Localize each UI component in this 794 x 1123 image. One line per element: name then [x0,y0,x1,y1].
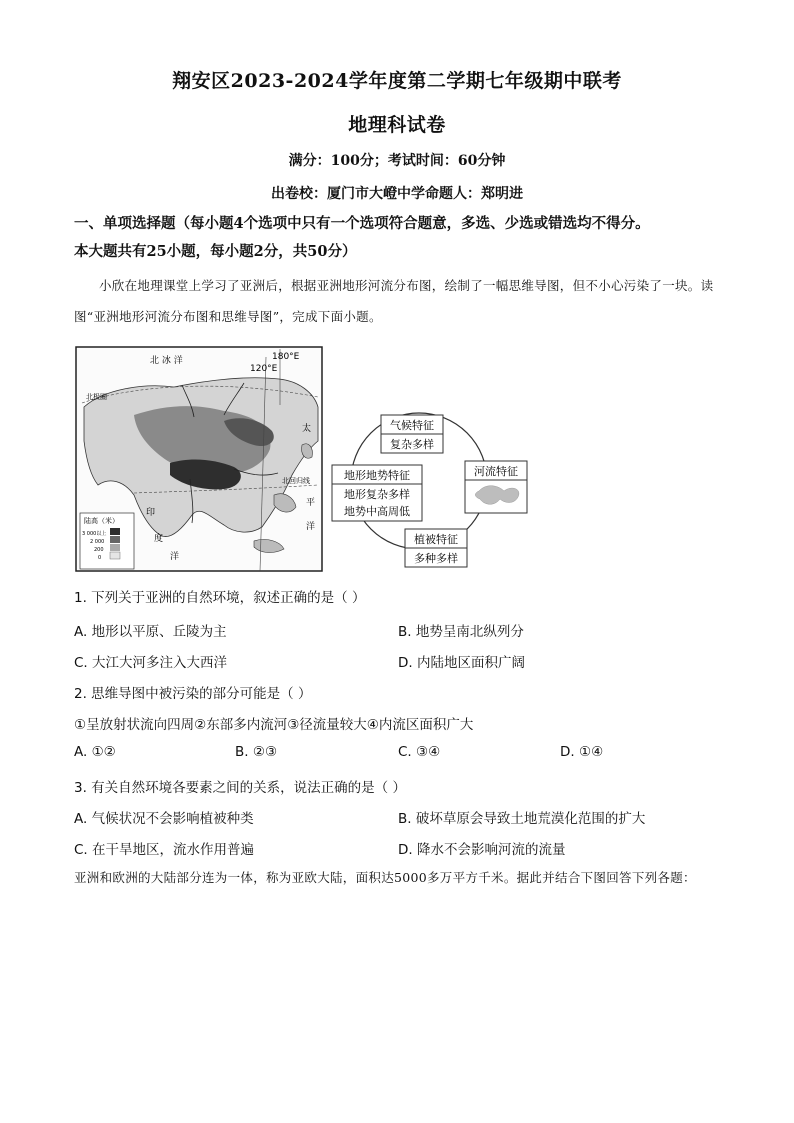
legend-0: 0 [98,555,102,561]
section-line-2: 本大题共有25小题，每小题2分，共50分） [74,243,357,260]
q2-option-b[interactable]: B. ②③ [235,744,278,760]
q1-option-d[interactable]: D. 内陆地区面积广阔 [398,655,525,671]
q1-option-a[interactable]: A. 地形以平原、丘陵为主 [74,624,227,640]
river-title: 河流特征 [474,465,518,478]
closing-paragraph: 亚洲和欧洲的大陆部分连为一体，称为亚欧大陆，面积达5000多万平方千米。据此并结合下图回答下列各题： [74,870,696,885]
question-2-statements: ①呈放射状流向四周②东部多内流河③径流量较大④内流区面积广大 [74,717,474,733]
exam-subject: 地理科试卷 [348,114,446,136]
map-legend [80,513,134,569]
label-180: 180°E [272,352,300,362]
q3-option-c[interactable]: C. 在干旱地区，流水作用普遍 [74,842,255,858]
q1-option-c[interactable]: C. 大江大河多注入大西洋 [74,655,228,671]
exam-title: 翔安区2023-2024学年度第二学期七年级期中联考 [172,70,622,92]
label-120: 120°E [250,364,278,374]
intro-paragraph: 小欣在地理课堂上学习了亚洲后，根据亚洲地形河流分布图，绘制了一幅思维导图，但不小心污染了一块。读图“亚洲地形河流分布图和思维导图”，完成下面小题。 [74,278,714,324]
climate-title: 气候特征 [390,419,434,432]
q1-option-b[interactable]: B. 地势呈南北纵列分 [398,624,524,640]
question-1-stem: 1. 下列关于亚洲的自然环境，叙述正确的是（ ） [74,590,366,606]
label-indian-1: 印 [146,508,156,518]
terrain-line-2: 地势中高周低 [344,505,410,518]
veg-title: 植被特征 [414,533,458,546]
label-pacific-1: 太 [302,424,312,434]
q3-option-b[interactable]: B. 破坏草原会导致土地荒漠化范围的扩大 [398,811,646,827]
figure-svg [74,345,534,575]
section-heading [74,210,734,266]
legend-3000: 3 000以上 [82,531,107,537]
terrain-title: 地形地势特征 [344,469,410,482]
mind-map [332,413,527,567]
veg-value: 多种多样 [414,552,458,565]
stain-blot [475,486,519,505]
legend-2000: 2 000 [90,539,105,545]
question-3-stem: 3. 有关自然环境各要素之间的关系，说法正确的是（ ） [74,780,406,796]
question-2-stem: 2. 思维导图中被污染的部分可能是（ ） [74,686,312,702]
q2-option-a[interactable]: A. ①② [74,744,116,760]
section-line-1: 一、单项选择题（每小题4个选项中只有一个选项符合题意，多选、少选或错选均不得分。 [74,215,650,232]
label-pacific-2: 平 [306,498,316,508]
q2-option-c[interactable]: C. ③④ [398,744,441,760]
climate-value: 复杂多样 [390,438,434,451]
legend-200: 200 [94,547,104,553]
label-arctic-circle: 北极圈 [86,393,107,401]
q2-option-d[interactable]: D. ①④ [560,744,604,760]
figure-asia [74,345,534,579]
asia-map [76,347,322,571]
school-author: 出卷校：厦门市大嶝中学命题人：郑明进 [271,186,523,202]
q3-option-d[interactable]: D. 降水不会影响河流的流量 [398,842,566,858]
label-arctic-ocean: 北 冰 洋 [150,356,183,366]
legend-title: 陆高（米） [84,517,119,525]
q3-option-a[interactable]: A. 气候状况不会影响植被种类 [74,811,254,827]
label-tropic: 北回归线 [282,477,310,485]
label-indian-2: 度 [154,534,164,544]
label-pacific-3: 洋 [306,522,316,532]
score-time: 满分：100分；考试时间：60分钟 [288,153,506,169]
label-indian-3: 洋 [170,552,180,562]
terrain-line-1: 地形复杂多样 [344,488,410,501]
